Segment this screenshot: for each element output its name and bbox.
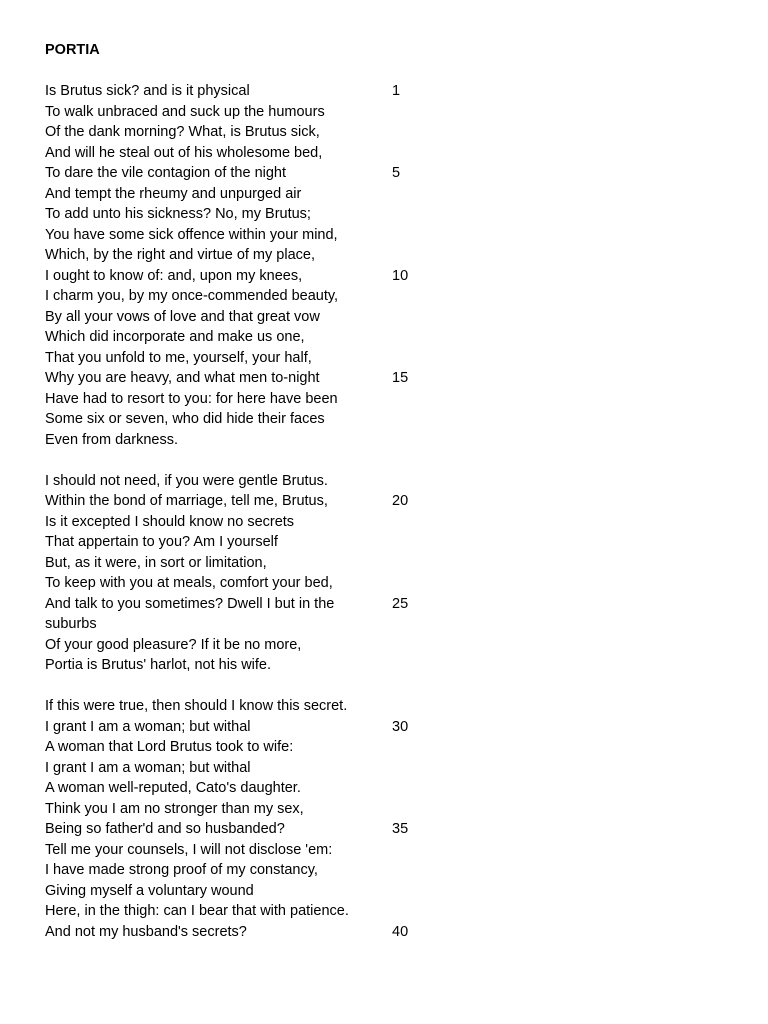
line-number: 40 [392, 923, 409, 940]
verse-line-text: Which, by the right and virtue of my place, [45, 247, 315, 263]
verse-line [45, 553, 465, 574]
verse-line [45, 799, 465, 820]
verse-line-text: You have some sick offence within your mind, [45, 226, 338, 243]
verse-line-text: By all your vows of love and that great vow [45, 308, 320, 325]
verse-line-text: And tempt the rheumy and unpurged air [45, 185, 302, 202]
verse-line-text: To dare the vile contagion of the night [45, 165, 287, 181]
verse-line [45, 532, 465, 553]
verse-line-text: Of your good pleasure? If it be no more, [45, 636, 302, 653]
verse-line [45, 348, 465, 369]
verse-line [45, 819, 465, 840]
verse-line-text: I ought to know of: and, upon my knees, [45, 267, 303, 284]
verse-line-text: Some six or seven, who did hide their faces [45, 411, 325, 427]
verse-line-text: Being so father'd and so husbanded? [45, 821, 285, 837]
verse-line [45, 225, 465, 246]
line-number: 5 [392, 165, 401, 181]
verse-line-text: Portia is Brutus' harlot, not his wife. [45, 657, 272, 673]
verse-line-text: Why you are heavy, and what men to-night [45, 370, 320, 386]
verse-line [45, 143, 465, 164]
verse-line-text: But, as it were, in sort or limitation, [45, 554, 267, 571]
verse-line [45, 204, 465, 225]
verse-line [45, 717, 465, 738]
verse-line [45, 409, 465, 430]
verse-block [45, 81, 465, 942]
verse-line [45, 758, 465, 779]
verse-line-text: And not my husband's secrets? [45, 923, 247, 940]
verse-line [45, 778, 465, 799]
verse-line [45, 901, 465, 922]
verse-line [45, 840, 465, 861]
line-number: 20 [392, 493, 409, 509]
verse-line [45, 102, 465, 123]
verse-line [45, 245, 465, 266]
line-number: 15 [392, 370, 409, 386]
verse-line [45, 430, 465, 451]
verse-line [45, 573, 465, 594]
verse-line-text: Even from darkness. [45, 431, 178, 448]
verse-line-text: Think you I am no stronger than my sex, [45, 800, 304, 817]
line-number: 25 [392, 595, 409, 612]
line-number: 1 [392, 83, 401, 99]
verse-line-text: To keep with you at meals, comfort your bed, [45, 575, 333, 591]
verse-line [45, 266, 465, 287]
verse-line [45, 512, 465, 533]
verse-line [45, 368, 465, 389]
verse-line [45, 184, 465, 205]
verse-line-text: I have made strong proof of my constancy, [45, 862, 318, 878]
verse-line [45, 327, 465, 348]
verse-line [45, 122, 465, 143]
verse-line-text: And will he steal out of his wholesome bed, [45, 144, 323, 161]
verse-line [45, 881, 465, 902]
verse-line-text: I should not need, if you were gentle Brutus. [45, 472, 328, 489]
line-number: 35 [392, 821, 409, 837]
verse-line-text: Of the dank morning? What, is Brutus sick, [45, 124, 320, 140]
verse-line-text: I grant I am a woman; but withal [45, 718, 251, 735]
verse-line-text: Within the bond of marriage, tell me, Brutus, [45, 493, 328, 509]
verse-line-text: To walk unbraced and suck up the humours [45, 103, 325, 120]
stanza-break [45, 676, 465, 697]
verse-line-text: Tell me your counsels, I will not disclose 'em: [45, 841, 333, 858]
verse-line-text: Here, in the thigh: can I bear that with patience. [45, 903, 349, 919]
verse-line-text: Have had to resort to you: for here have been [45, 390, 338, 407]
verse-line-text: I charm you, by my once-commended beauty, [45, 288, 339, 304]
line-number: 30 [392, 718, 409, 735]
line-number: 10 [392, 267, 409, 284]
verse-line [45, 594, 465, 635]
verse-line [45, 737, 465, 758]
verse-line [45, 81, 465, 102]
verse-line [45, 922, 465, 943]
verse-line-text: A woman well-reputed, Cato's daughter. [45, 780, 301, 796]
verse-line [45, 389, 465, 410]
verse-line-text: To add unto his sickness? No, my Brutus; [45, 206, 311, 222]
verse-line-text: Is it excepted I should know no secrets [45, 513, 295, 530]
verse-line [45, 307, 465, 328]
verse-line-text: Is Brutus sick? and is it physical [45, 83, 250, 99]
verse-line-text: That you unfold to me, yourself, your half, [45, 349, 312, 366]
verse-line-text: That appertain to you? Am I yourself [45, 534, 278, 550]
verse-line [45, 696, 465, 717]
verse-line-text: Which did incorporate and make us one, [45, 329, 305, 345]
verse-line-text: If this were true, then should I know this secret. [45, 698, 348, 714]
verse-line [45, 286, 465, 307]
verse-line-text: I grant I am a woman; but withal [45, 759, 251, 776]
verse-line-text: A woman that Lord Brutus took to wife: [45, 739, 294, 755]
verse-line-text: And talk to you sometimes? Dwell I but in the suburbs [45, 595, 335, 632]
verse-line [45, 655, 465, 676]
verse-line [45, 491, 465, 512]
speaker-name: PORTIA [45, 42, 100, 58]
verse-line [45, 635, 465, 656]
verse-line [45, 860, 465, 881]
verse-line-text: Giving myself a voluntary wound [45, 882, 254, 899]
stanza-break [45, 450, 465, 471]
verse-line [45, 163, 465, 184]
verse-line [45, 471, 465, 492]
